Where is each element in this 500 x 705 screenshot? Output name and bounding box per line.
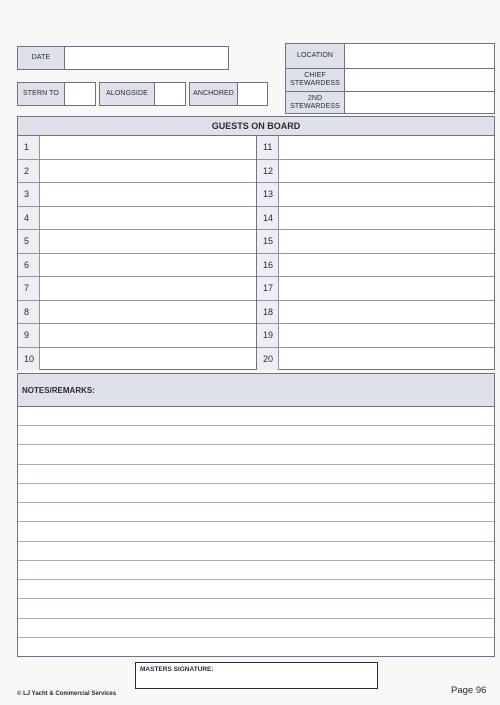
guest-name-input[interactable] [279,324,494,347]
guest-row[interactable] [18,136,256,160]
page-number: Page 96 [451,685,487,696]
guest-row[interactable] [257,277,494,301]
guests-right-column [256,136,494,370]
guest-name-input[interactable] [40,183,256,206]
guest-row[interactable] [257,183,494,207]
guest-name-input[interactable] [279,277,494,300]
guest-name-input[interactable] [279,230,494,253]
masters-signature-box[interactable] [135,662,378,689]
guest-row[interactable] [18,230,256,254]
location-row[interactable] [286,44,494,69]
guest-row[interactable] [257,324,494,348]
stern-to-label: STERN TO [18,83,65,105]
note-line[interactable] [18,484,494,503]
guest-name-input[interactable] [279,183,494,206]
chief-label-line1: CHIEF [304,72,326,79]
guest-number: 16 [257,254,279,277]
guest-row[interactable] [18,207,256,231]
alongside-checkbox[interactable] [155,83,185,105]
alongside-field[interactable] [99,82,186,106]
second-label-line1: 2ND [307,94,323,102]
guest-name-input[interactable] [40,136,256,159]
note-line[interactable] [18,599,494,618]
note-line[interactable] [18,522,494,541]
date-field[interactable] [17,46,229,70]
anchored-label: ANCHORED [190,83,238,105]
date-input[interactable] [65,47,228,69]
note-line[interactable] [18,580,494,599]
location-input[interactable] [345,44,494,68]
chief-label-line2: STEWARDESS [290,80,340,87]
guest-name-input[interactable] [40,160,256,183]
notes-section [17,373,495,657]
anchored-checkbox[interactable] [238,83,267,105]
note-line[interactable] [18,407,494,426]
chief-stewardess-input[interactable] [345,69,494,91]
guest-row[interactable] [18,277,256,301]
second-stewardess-row[interactable] [286,92,494,113]
notes-lines[interactable] [18,407,494,656]
guest-row[interactable] [18,183,256,207]
guest-number: 11 [257,136,279,159]
guest-number: 9 [18,324,40,347]
guest-number: 13 [257,183,279,206]
guest-name-input[interactable] [279,254,494,277]
guest-number: 20 [257,348,279,371]
guest-number: 6 [18,254,40,277]
second-stewardess-label [286,92,345,113]
guest-name-input[interactable] [279,207,494,230]
guest-row[interactable] [18,324,256,348]
guests-title: GUESTS ON BOARD [18,117,494,136]
second-label-line2: STEWARDESS [290,102,340,110]
guest-number: 1 [18,136,40,159]
guest-row[interactable] [257,136,494,160]
guest-number: 8 [18,301,40,324]
guests-left-column [18,136,256,370]
guest-row[interactable] [257,301,494,325]
guest-name-input[interactable] [279,160,494,183]
guest-number: 15 [257,230,279,253]
guests-table [17,116,495,370]
guest-number: 12 [257,160,279,183]
masters-signature-label: MASTERS SIGNATURE: [140,666,214,673]
guest-name-input[interactable] [40,324,256,347]
guest-row[interactable] [257,254,494,278]
guest-row[interactable] [18,160,256,184]
date-label: DATE [18,47,65,69]
guest-name-input[interactable] [40,301,256,324]
guest-name-input[interactable] [40,207,256,230]
chief-stewardess-row[interactable] [286,69,494,92]
guest-name-input[interactable] [40,230,256,253]
notes-title: NOTES/REMARKS: [18,374,494,407]
guest-row[interactable] [257,160,494,184]
anchored-field[interactable] [189,82,268,106]
note-line[interactable] [18,561,494,580]
guest-number: 18 [257,301,279,324]
note-line[interactable] [18,542,494,561]
crew-location-block [285,43,495,114]
guest-number: 5 [18,230,40,253]
guest-row[interactable] [257,230,494,254]
guest-number: 2 [18,160,40,183]
note-line[interactable] [18,619,494,638]
guest-number: 10 [18,348,40,371]
guest-name-input[interactable] [279,136,494,159]
guest-name-input[interactable] [40,277,256,300]
guest-number: 19 [257,324,279,347]
guest-number: 7 [18,277,40,300]
guest-row[interactable] [18,301,256,325]
second-stewardess-input[interactable] [345,92,494,113]
chief-stewardess-label [286,69,345,91]
note-line[interactable] [18,638,494,656]
stern-to-checkbox[interactable] [65,83,95,105]
guest-row[interactable] [18,348,256,371]
guest-row[interactable] [18,254,256,278]
guest-row[interactable] [257,207,494,231]
guest-name-input[interactable] [279,348,494,371]
guest-row[interactable] [257,348,494,371]
note-line[interactable] [18,503,494,522]
guest-name-input[interactable] [40,348,256,371]
guest-number: 14 [257,207,279,230]
note-line[interactable] [18,445,494,464]
guest-number: 17 [257,277,279,300]
note-line[interactable] [18,426,494,445]
note-line[interactable] [18,465,494,484]
copyright-text: © LJ Yacht & Commercial Services [17,691,117,697]
guest-number: 3 [18,183,40,206]
guest-number: 4 [18,207,40,230]
guest-name-input[interactable] [40,254,256,277]
location-label: LOCATION [286,44,345,68]
alongside-label: ALONGSIDE [100,83,155,105]
stern-to-field[interactable] [17,82,96,106]
guest-name-input[interactable] [279,301,494,324]
